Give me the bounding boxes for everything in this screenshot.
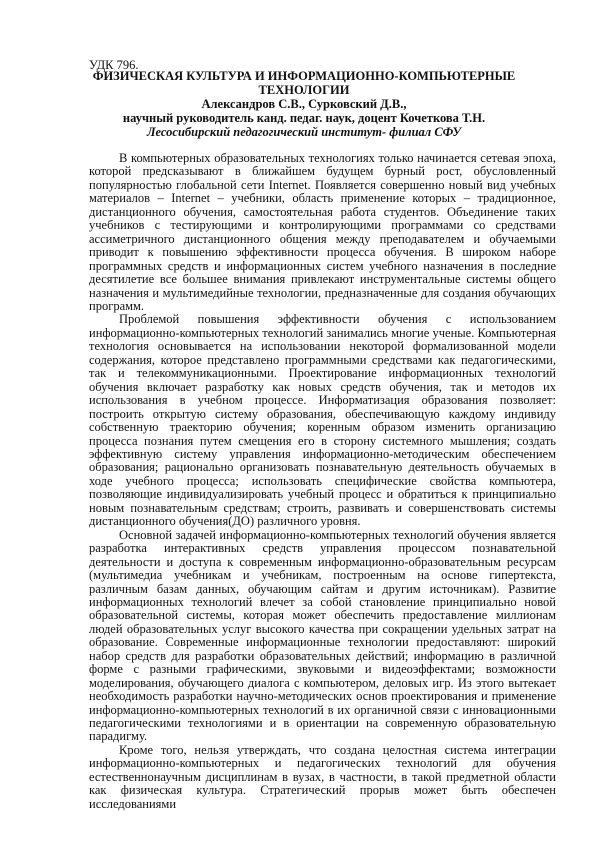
paper-title-line-2: ТЕХНОЛОГИИ [258, 82, 350, 97]
paper-title-line-1: ФИЗИЧЕСКАЯ КУЛЬТУРА И ИНФОРМАЦИОННО-КОМПЬЮТЕРНЫЕ [92, 69, 516, 83]
paragraph-4: Кроме того, нельзя утверждать, что создана целостная система интеграции информационно-компьютерных и педагогических технологий для обучения естественнонаучным дисциплинам в вузах, в частности, в такой предметной области как физическая культура. Стратегический прорыв может быть обеспечен исследованиями [89, 742, 556, 811]
authors: Александров С.В., Сурковский Д.В., [201, 97, 407, 111]
scientific-advisor: научный руководитель канд. педаг. наук, доцент Кочеткова Т.Н. [122, 111, 486, 125]
udk-code: УДК 796. [89, 58, 139, 72]
paragraph-1: В компьютерных образовательных технологиях только начинается сетевая эпоха, которой предсказывают в ближайшем будущем бурный рост, обусловленный популярностью глобальной сети Internet. Появляется совершенно новый вид учебных материалов – Internet – учебники, область применение которых – традиционное, дистанционного обучения, самостоятельная работа студентов. Объединение таких учебников с тестирующими и контролирующими программами со средствами ассиметричного дистанционного общения между преподавателем и обучаемыми приводит к повышению эффективности процесса обучения. В широком наборе программных средств и информационных систем учебного назначения в последние десятилетие все большее внимания привлекают инструментальные системы общего назначения и мультимедийные технологии, предназначенные для создания обучающих программ. [89, 151, 556, 313]
institution: Лесосибирский педагогический институт- филиал СФУ [146, 125, 462, 139]
paragraph-3: Основной задачей информационно-компьютерных технологий обучения является разработка интерактивных средств управления процессом познавательной деятельности и доступа к современным информационно-образовательным ресурсам (мультимедиа учебникам и учебникам, построенным на основе гипертекста, различным базам данных, обучающим сайтам и другим источникам). Развитие информационных технологий влечет за собой становление принципиально новой образовательной системы, которая может обеспечить предоставление миллионам людей образовательных услуг высокого качества при сокращении удельных затрат на образование. Современные информационные технологии предоставляют: широкий набор средств для разработки образовательных действий; информацию в различной форме с разными графическими, звуковыми и видеоэффектами; возможности моделирования, обучающего диалога с компьютером, деловых игр. Из этого вытекает необходимость разработки научно-методических основ проектирования и применение информационно-компьютерных технологий в их органичной связи с инновационными педагогическими технологиями и в ориентации на современную образовательную парадигму. [89, 527, 556, 744]
paper-title [80, 70, 528, 97]
paragraph-2: Проблемой повышения эффективности обучения с использованием информационно-компьютерных технологий занимались многие ученые. Компьютерная технология основывается на использовании некоторой формализованной модели содержания, которое представлено программными средствами как педагогическими, так и телекоммуникационными. Проектирование информационных технологий обучения включает разработку как новых средств обучения, так и методов их использования в учебном процессе. Информатизация образования позволяет: построить открытую систему образования, обеспечивающую каждому индивиду собственную траекторию обучения; коренным образом изменить организацию процесса познания путем смещения его в сторону системного мышления; создать эффективную систему управления информационно-методическим обеспечением образования; рационально организовать познавательную деятельность обучаемых в ходе учебного процесса; использовать специфические свойства компьютера, позволяющие индивидуализировать учебный процесс и обратиться к принципиально новым познавательным средствам; строить, развивать и совершенствовать системы дистанционного обучения(ДО) различного уровня. [89, 312, 556, 529]
article-body [89, 152, 556, 811]
